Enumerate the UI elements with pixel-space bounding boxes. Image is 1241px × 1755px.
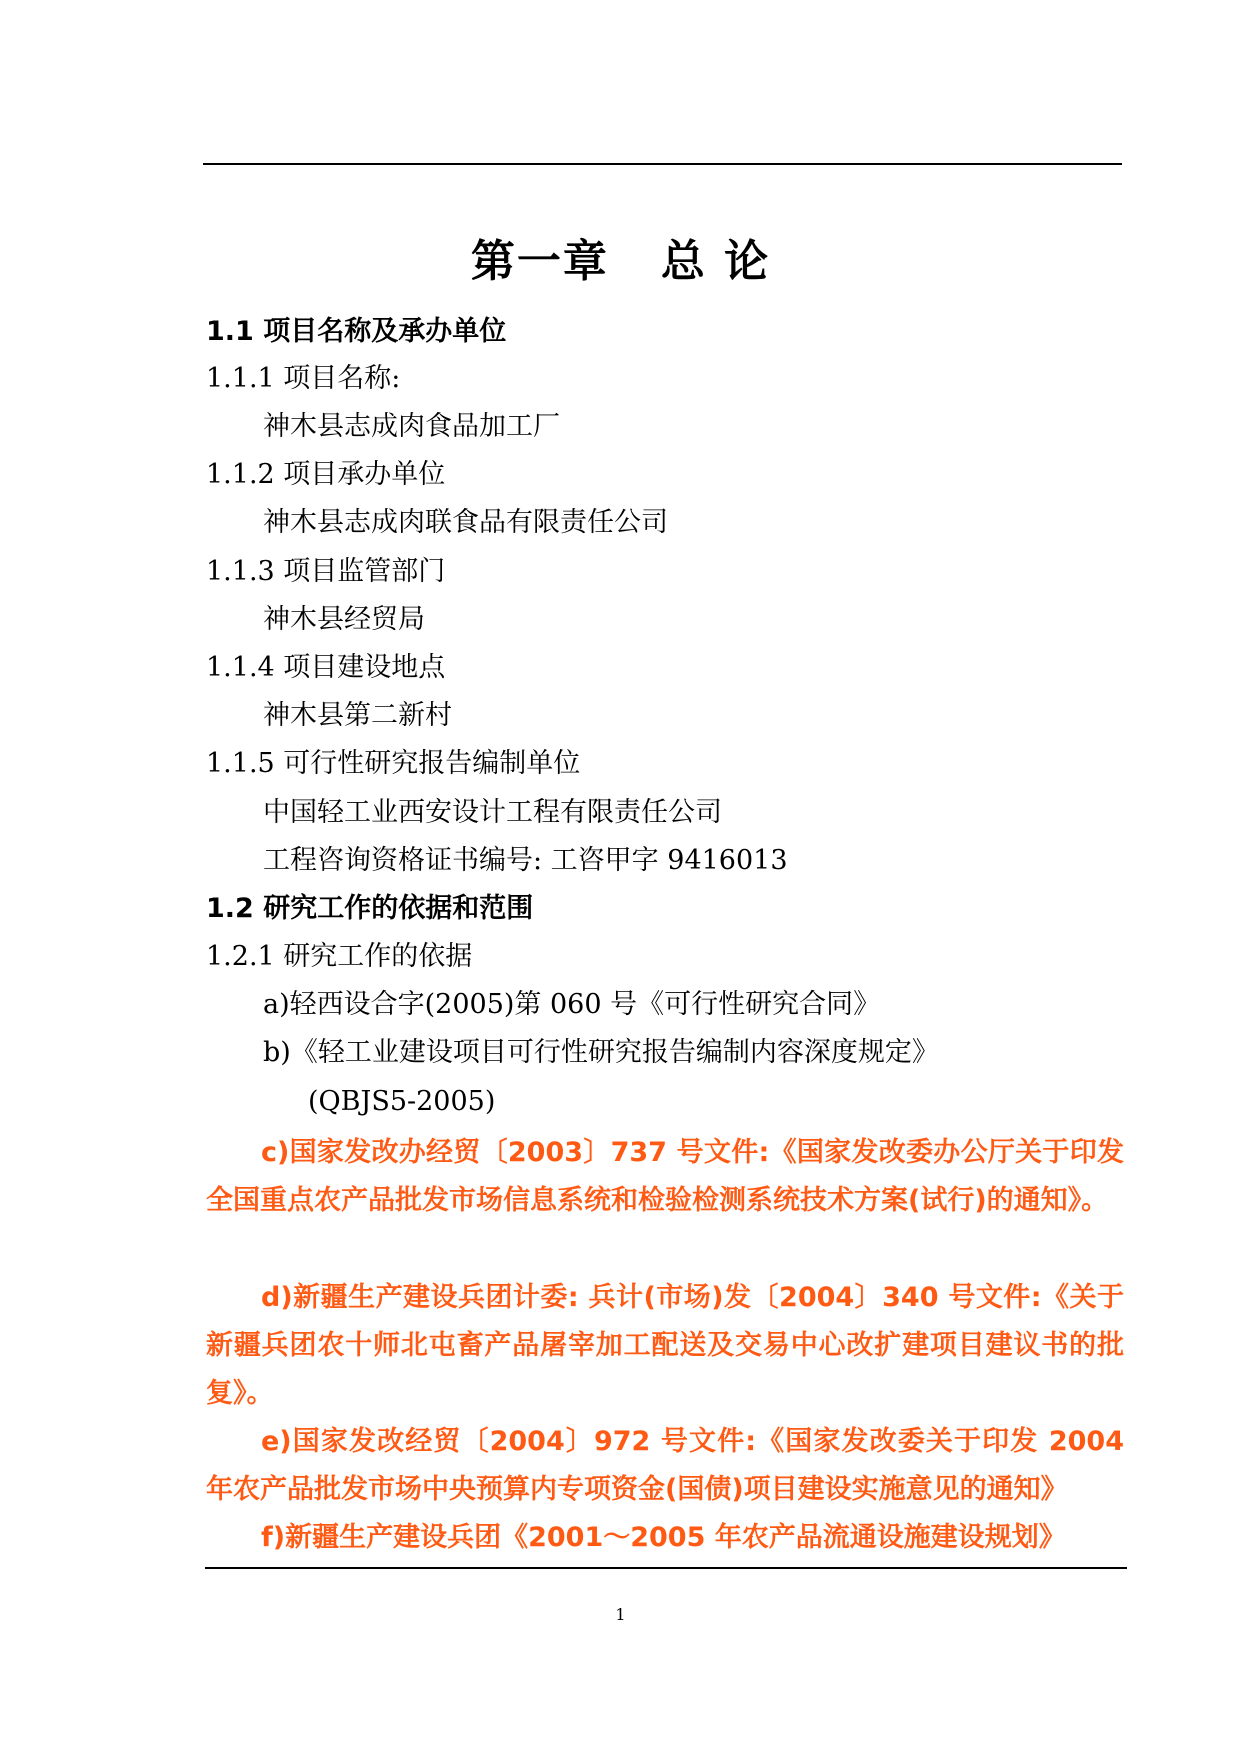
basis-item-e: e)国家发改经贸〔2004〕972 号文件:《国家发改委关于印发 2004 年农产品批发市场中央预算内专项资金(国债)项目建设实施意见的通知》: [206, 1426, 1124, 1505]
item-label-1-1-4: 1.1.4 项目建设地点: [206, 652, 446, 683]
item-value-1-1-5-cert: 工程咨询资格证书编号: 工咨甲字 9416013: [263, 845, 788, 876]
item-label-1-1-1: 1.1.1 项目名称:: [206, 363, 401, 394]
basis-item-b-code: (QBJS5-2005): [308, 1086, 496, 1117]
basis-item-b: b)《轻工业建设项目可行性研究报告编制内容深度规定》: [263, 1037, 939, 1068]
basis-item-a: a)轻西设合字(2005)第 060 号《可行性研究合同》: [263, 989, 881, 1020]
basis-item-f: f)新疆生产建设兵团《2001～2005 年农产品流通设施建设规划》: [261, 1522, 1066, 1553]
item-value-1-1-1: 神木县志成肉食品加工厂: [263, 411, 560, 442]
item-label-1-1-2: 1.1.2 项目承办单位: [206, 459, 446, 490]
basis-item-c: c)国家发改办经贸〔2003〕737 号文件:《国家发改委办公厅关于印发全国重点农产品批发市场信息系统和检验检测系统技术方案(试行)的通知》。: [206, 1137, 1124, 1216]
basis-item-d: d)新疆生产建设兵团计委: 兵计(市场)发〔2004〕340 号文件:《关于新疆兵团农十师北屯畜产品屠宰加工配送及交易中心改扩建项目建议书的批复》。: [206, 1282, 1124, 1409]
item-label-1-1-5: 1.1.5 可行性研究报告编制单位: [206, 748, 581, 779]
page-number: 1: [615, 1605, 626, 1624]
section-heading-1-1: 1.1 项目名称及承办单位: [206, 316, 507, 347]
item-label-1-1-3: 1.1.3 项目监管部门: [206, 556, 446, 587]
footer-rule: [205, 1567, 1127, 1569]
item-value-1-1-5: 中国轻工业西安设计工程有限责任公司: [263, 797, 722, 828]
subsection-1-2-1: 1.2.1 研究工作的依据: [206, 941, 473, 972]
item-value-1-1-4: 神木县第二新村: [263, 700, 452, 731]
chapter-title: 第一章 总 论: [470, 236, 771, 287]
header-rule: [203, 163, 1122, 165]
item-value-1-1-3: 神木县经贸局: [263, 604, 425, 635]
item-value-1-1-2: 神木县志成肉联食品有限责任公司: [263, 507, 668, 538]
section-heading-1-2: 1.2 研究工作的依据和范围: [206, 893, 534, 924]
